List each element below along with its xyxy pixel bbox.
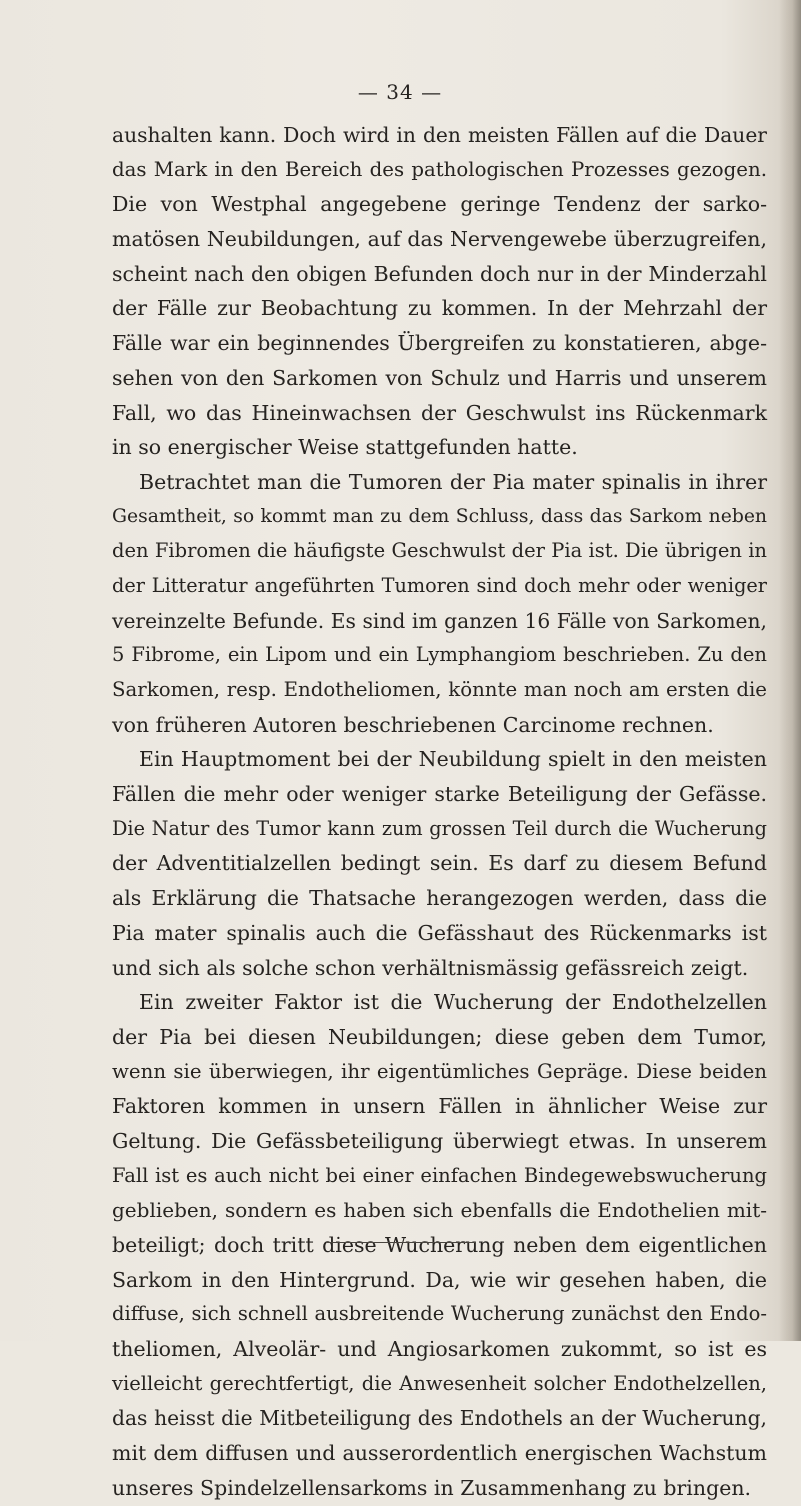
text-line: Die von Westphal angegebene geringe Tendenz der sarko- [112, 192, 767, 217]
text-line: das heisst die Mitbeteiligung des Endothels an der Wucherung, [112, 1406, 767, 1431]
text-line: Fällen die mehr oder weniger starke Beteiligung der Gefässe. [112, 782, 767, 807]
text-line: beteiligt; doch tritt diese Wucherung neben dem eigentlichen [112, 1233, 767, 1257]
text-line: aushalten kann. Doch wird in den meisten Fällen auf die Dauer [112, 123, 767, 147]
text-line: der Fälle zur Beobachtung zu kommen. In der Mehrzahl der [112, 296, 767, 321]
page-edge-shadow [779, 0, 801, 1341]
text-line: Die Natur des Tumor kann zum grossen Teil durch die Wucherung [112, 816, 767, 840]
text-line: geblieben, sondern es haben sich ebenfalls die Endothelien mit- [112, 1198, 767, 1223]
text-line: Gesamtheit, so kommt man zu dem Schluss, dass das Sarkom neben [112, 505, 767, 527]
body-text [112, 118, 767, 1506]
text-line: mit dem diffusen und ausserordentlich energischen Wachstum [112, 1441, 767, 1466]
text-line: von früheren Autoren beschriebenen Carcinome rechnen. [112, 712, 714, 737]
text-line: Sarkomen, resp. Endotheliomen, könnte man noch am ersten die [112, 678, 767, 701]
text-line: der Pia bei diesen Neubildungen; diese geben dem Tumor, [112, 1024, 767, 1049]
text-line: Fälle war ein beginnendes Übergreifen zu konstatieren, abge- [112, 331, 767, 356]
text-line: das Mark in den Bereich des pathologischen Prozesses gezogen. [112, 157, 767, 181]
text-line: Pia mater spinalis auch die Gefässhaut des Rückenmarks ist [112, 920, 767, 945]
text-line: und sich als solche schon verhältnismässig gefässreich zeigt. [112, 955, 749, 980]
text-line: den Fibromen die häufigste Geschwulst der Pia ist. Die übrigen in [112, 539, 767, 563]
text-line: Geltung. Die Gefässbeteiligung überwiegt etwas. In unserem [112, 1128, 767, 1153]
text-line: vielleicht gerechtfertigt, die Anwesenheit solcher Endothelzellen, [112, 1371, 767, 1395]
text-line: Ein zweiter Faktor ist die Wucherung der Endothelzellen [139, 990, 767, 1015]
text-line: Betrachtet man die Tumoren der Pia mater spinalis in ihrer [139, 469, 767, 494]
text-line: scheint nach den obigen Befunden doch nur in der Minderzahl [112, 261, 767, 286]
page-number: — 34 — [357, 80, 443, 104]
text-line: Faktoren kommen in unsern Fällen in ähnlicher Weise zur [112, 1094, 767, 1119]
text-line: diffuse, sich schnell ausbreitende Wucherung zunächst den Endo- [112, 1302, 767, 1326]
text-line: sehen von den Sarkomen von Schulz und Harris und unserem [112, 365, 767, 390]
text-line: matösen Neubildungen, auf das Nervengewebe überzugreifen, [112, 227, 767, 252]
text-line: in so energischer Weise stattgefunden hatte. [112, 435, 578, 460]
text-line: wenn sie überwiegen, ihr eigentümliches Gepräge. Diese beiden [112, 1059, 767, 1083]
text-line: der Adventitialzellen bedingt sein. Es darf zu diesem Befund [112, 851, 767, 876]
text-line: Sarkom in den Hintergrund. Da, wie wir gesehen haben, die [112, 1267, 767, 1292]
text-line: Ein Hauptmoment bei der Neubildung spielt in den meisten [139, 747, 767, 772]
text-line: unseres Spindelzellensarkoms in Zusammenhang zu bringen. [112, 1475, 752, 1500]
text-line: 5 Fibrome, ein Lipom und ein Lymphangiom beschrieben. Zu den [112, 643, 767, 667]
text-line: der Litteratur angeführten Tumoren sind doch mehr oder weniger [112, 573, 767, 597]
text-line: als Erklärung die Thatsache herangezogen werden, dass die [112, 886, 767, 911]
text-line: theliomen, Alveolär- und Angiosarkomen zukommt, so ist es [112, 1337, 767, 1362]
text-line: Fall, wo das Hineinwachsen der Geschwulst ins Rückenmark [112, 400, 767, 425]
text-line: vereinzelte Befunde. Es sind im ganzen 16 Fälle von Sarkomen, [112, 608, 767, 633]
end-rule-divider [326, 1242, 476, 1243]
text-line: Fall ist es auch nicht bei einer einfachen Bindegewebswucherung [112, 1163, 767, 1187]
